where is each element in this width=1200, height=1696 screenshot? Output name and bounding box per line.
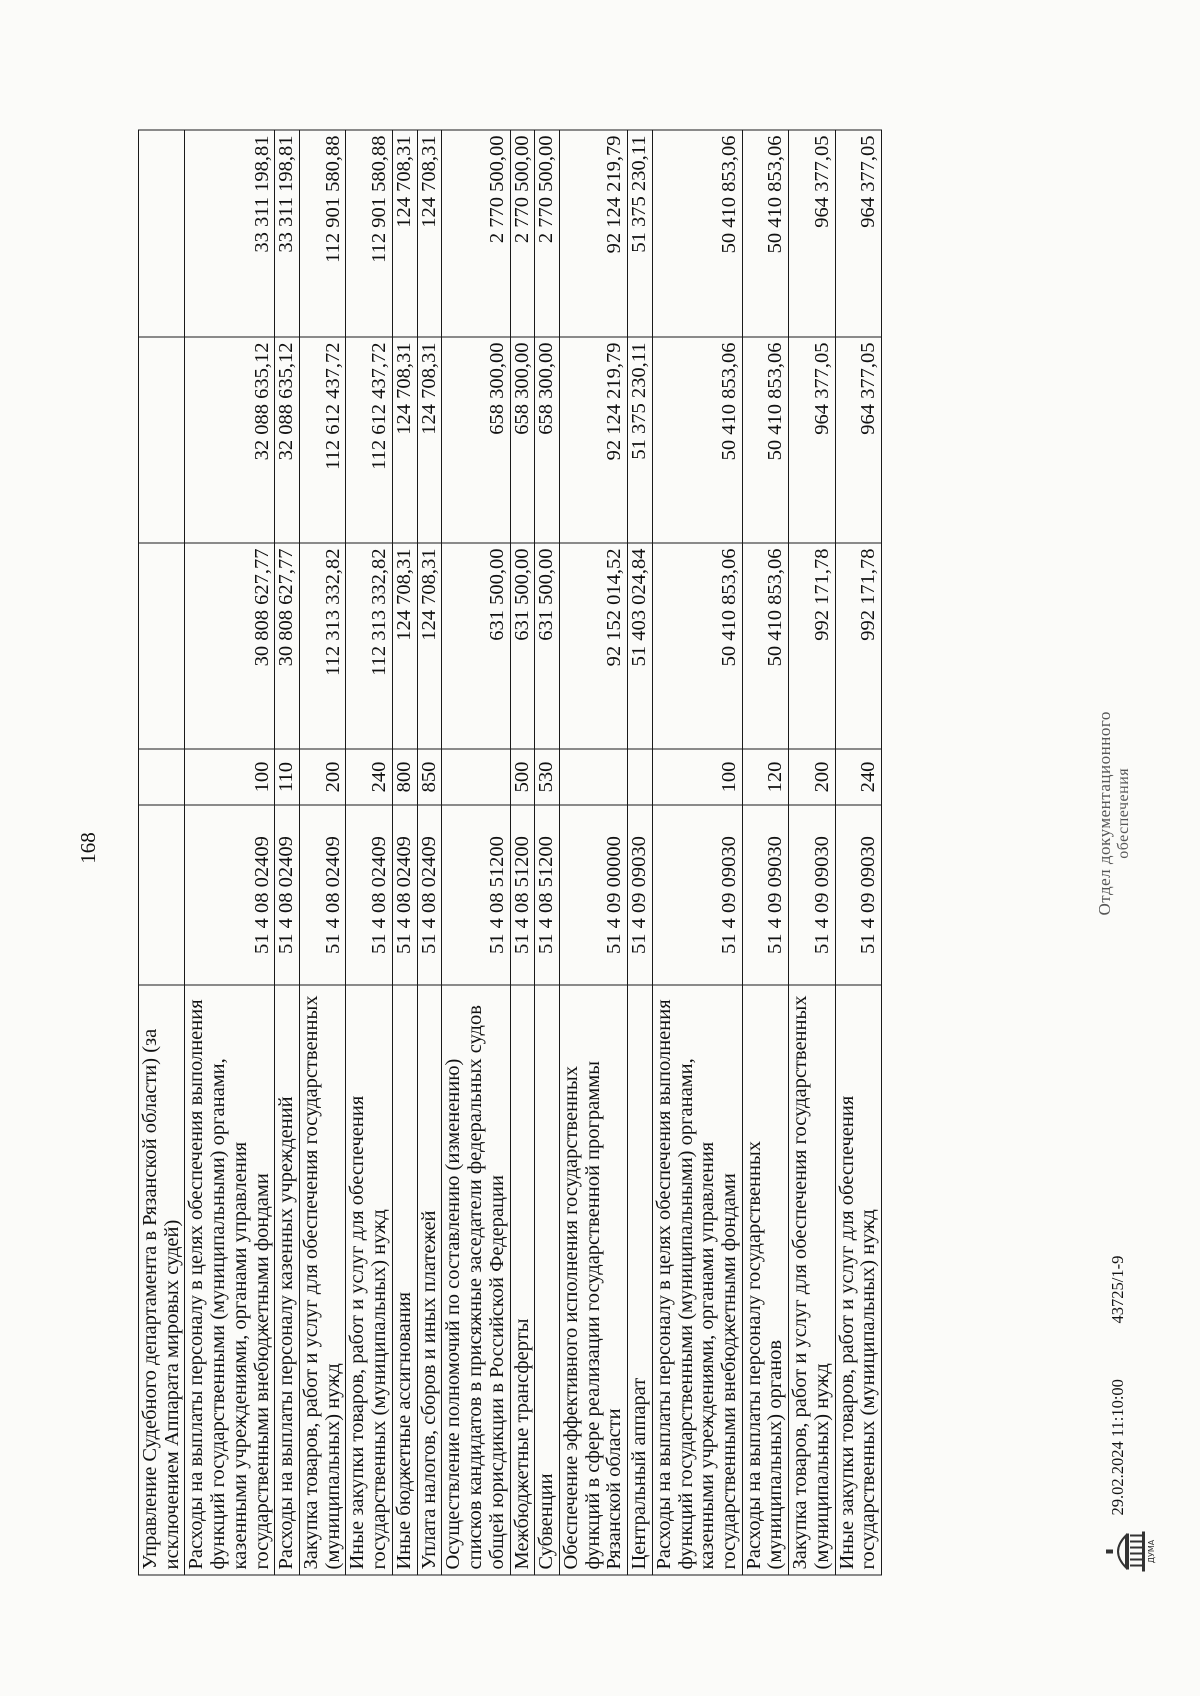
- row-name: Иные закупки товаров, работ и услуг для обеспечения государственных (муниципальных) нужд: [835, 985, 881, 1575]
- table-row: [392, 130, 417, 1575]
- row-name: Закупка товаров, работ и услуг для обеспечения государственных (муниципальных) нужд: [789, 985, 835, 1575]
- table-row: [628, 130, 653, 1575]
- row-amount-1: 992 171,78: [789, 543, 835, 749]
- row-name: Обеспечение эффективного исполнения государственных функций в сфере реализации государственной программы Рязанской области: [559, 985, 627, 1575]
- row-target-code: 51 4 09 09030: [789, 805, 835, 985]
- row-amount-3: 51 375 230,11: [628, 130, 653, 337]
- table-row: [442, 130, 510, 1575]
- row-target-code: 51 4 08 02409: [300, 805, 346, 985]
- row-amount-1: 112 313 332,82: [300, 543, 346, 749]
- row-expense-kind: [139, 749, 185, 805]
- row-amount-3: 50 410 853,06: [742, 130, 788, 337]
- row-target-code: 51 4 08 02409: [417, 805, 442, 985]
- row-amount-1: 50 410 853,06: [652, 543, 742, 749]
- row-target-code: 51 4 08 02409: [392, 805, 417, 985]
- row-expense-kind: 530: [535, 749, 560, 805]
- row-amount-2: 112 612 437,72: [346, 337, 392, 543]
- row-amount-2: [139, 337, 185, 543]
- row-expense-kind: 100: [185, 749, 275, 805]
- row-amount-2: 32 088 635,12: [275, 337, 300, 543]
- row-amount-3: 112 901 580,88: [346, 130, 392, 337]
- row-amount-1: 112 313 332,82: [346, 543, 392, 749]
- row-amount-3: 124 708,31: [417, 130, 442, 337]
- table-row: [300, 130, 346, 1575]
- row-expense-kind: 120: [742, 749, 788, 805]
- table-row: [559, 130, 627, 1575]
- row-target-code: 51 4 09 09030: [835, 805, 881, 985]
- row-name: Управление Судебного департамента в Рязанской области) (за исключением Аппарата мировых судей): [139, 985, 185, 1575]
- rotated-page: [0, 1, 1200, 1696]
- row-target-code: [139, 805, 185, 985]
- row-amount-3: 2 770 500,00: [535, 130, 560, 337]
- row-name: Расходы на выплаты персоналу в целях обеспечения выполнения функций государственными (муниципальными) органами, казенными учреждениями, органами управления государственными внебюджетными фондами: [185, 985, 275, 1575]
- row-target-code: 51 4 09 09030: [652, 805, 742, 985]
- row-expense-kind: 200: [300, 749, 346, 805]
- row-target-code: 51 4 08 51200: [442, 805, 510, 985]
- row-name: Иные закупки товаров, работ и услуг для обеспечения государственных (муниципальных) нужд: [346, 985, 392, 1575]
- row-target-code: 51 4 09 09030: [628, 805, 653, 985]
- row-amount-3: [139, 130, 185, 337]
- duma-logo: [1104, 1526, 1156, 1578]
- row-expense-kind: 240: [835, 749, 881, 805]
- department-stamp: [1095, 711, 1133, 915]
- row-amount-2: 92 124 219,79: [559, 337, 627, 543]
- table-row: [139, 130, 185, 1575]
- row-name: Иные бюджетные ассигнования: [392, 985, 417, 1575]
- row-amount-1: 631 500,00: [442, 543, 510, 749]
- row-amount-1: 51 403 024,84: [628, 543, 653, 749]
- row-amount-3: 2 770 500,00: [442, 130, 510, 337]
- row-target-code: 51 4 09 09030: [742, 805, 788, 985]
- footer-doc-number: 43725/1-9: [1108, 1255, 1127, 1324]
- row-target-code: 51 4 08 02409: [275, 805, 300, 985]
- row-amount-2: 51 375 230,11: [628, 337, 653, 543]
- row-amount-3: 112 901 580,88: [300, 130, 346, 337]
- row-amount-1: 92 152 014,52: [559, 543, 627, 749]
- row-amount-2: 658 300,00: [442, 337, 510, 543]
- row-amount-2: 50 410 853,06: [652, 337, 742, 543]
- row-amount-1: [139, 543, 185, 749]
- footer-datetime: 29.02.2024 11:10:00: [1108, 1379, 1127, 1516]
- stamp-line-2: обеспечения: [1114, 767, 1132, 859]
- table-row: [535, 130, 560, 1575]
- row-name: Расходы на выплаты персоналу казенных учреждений: [275, 985, 300, 1575]
- row-amount-2: 964 377,05: [835, 337, 881, 543]
- row-amount-2: 112 612 437,72: [300, 337, 346, 543]
- row-name: Уплата налогов, сборов и иных платежей: [417, 985, 442, 1575]
- row-amount-3: 964 377,05: [789, 130, 835, 337]
- stamp-line-1: Отдел документационного: [1095, 711, 1114, 916]
- row-amount-1: 631 500,00: [535, 543, 560, 749]
- table-row: [742, 130, 788, 1575]
- row-name: Осуществление полномочий по составлению (изменению) списков кандидатов в присяжные заседатели федеральных судов общей юрисдикции в Российской Федерации: [442, 985, 510, 1575]
- row-amount-1: 124 708,31: [417, 543, 442, 749]
- page-number: 168: [76, 832, 100, 864]
- row-amount-2: 32 088 635,12: [185, 337, 275, 543]
- row-amount-1: 631 500,00: [510, 543, 535, 749]
- row-amount-2: 124 708,31: [417, 337, 442, 543]
- row-target-code: 51 4 08 51200: [535, 805, 560, 985]
- row-amount-3: 33 311 198,81: [185, 130, 275, 337]
- row-target-code: 51 4 08 02409: [185, 805, 275, 985]
- row-expense-kind: [559, 749, 627, 805]
- budget-table-body: [139, 130, 882, 1575]
- row-expense-kind: 200: [789, 749, 835, 805]
- row-name: Центральный аппарат: [628, 985, 653, 1575]
- table-row: [835, 130, 881, 1575]
- row-amount-3: 2 770 500,00: [510, 130, 535, 337]
- row-expense-kind: 800: [392, 749, 417, 805]
- row-expense-kind: 240: [346, 749, 392, 805]
- row-amount-3: 33 311 198,81: [275, 130, 300, 337]
- row-name: Субвенции: [535, 985, 560, 1575]
- row-amount-1: 30 808 627,77: [185, 543, 275, 749]
- table-row: [346, 130, 392, 1575]
- row-amount-1: 30 808 627,77: [275, 543, 300, 749]
- row-name: Расходы на выплаты персоналу государственных (муниципальных) органов: [742, 985, 788, 1575]
- row-expense-kind: 500: [510, 749, 535, 805]
- row-amount-2: 964 377,05: [789, 337, 835, 543]
- row-amount-2: 50 410 853,06: [742, 337, 788, 543]
- row-amount-3: 92 124 219,79: [559, 130, 627, 337]
- row-amount-3: 50 410 853,06: [652, 130, 742, 337]
- row-amount-1: 992 171,78: [835, 543, 881, 749]
- table-row: [185, 130, 275, 1575]
- row-amount-3: 124 708,31: [392, 130, 417, 337]
- table-row: [789, 130, 835, 1575]
- row-amount-2: 124 708,31: [392, 337, 417, 543]
- row-amount-1: 50 410 853,06: [742, 543, 788, 749]
- row-amount-2: 658 300,00: [510, 337, 535, 543]
- row-expense-kind: [442, 749, 510, 805]
- row-expense-kind: 850: [417, 749, 442, 805]
- row-target-code: 51 4 08 51200: [510, 805, 535, 985]
- row-expense-kind: 100: [652, 749, 742, 805]
- row-name: Межбюджетные трансферты: [510, 985, 535, 1575]
- row-name: Закупка товаров, работ и услуг для обеспечения государственных (муниципальных) нужд: [300, 985, 346, 1575]
- row-target-code: 51 4 09 00000: [559, 805, 627, 985]
- row-expense-kind: 110: [275, 749, 300, 805]
- table-row: [510, 130, 535, 1575]
- row-name: Расходы на выплаты персоналу в целях обеспечения выполнения функций государственными (муниципальными) органами, казенными учреждениями, органами управления государственными внебюджетными фондами: [652, 985, 742, 1575]
- row-amount-2: 658 300,00: [535, 337, 560, 543]
- table-row: [275, 130, 300, 1575]
- row-expense-kind: [628, 749, 653, 805]
- table-row: [652, 130, 742, 1575]
- row-amount-3: 964 377,05: [835, 130, 881, 337]
- budget-table: [138, 130, 882, 1576]
- logo-text: ДУМА: [1147, 1539, 1156, 1564]
- row-target-code: 51 4 08 02409: [346, 805, 392, 985]
- table-row: [417, 130, 442, 1575]
- row-amount-1: 124 708,31: [392, 543, 417, 749]
